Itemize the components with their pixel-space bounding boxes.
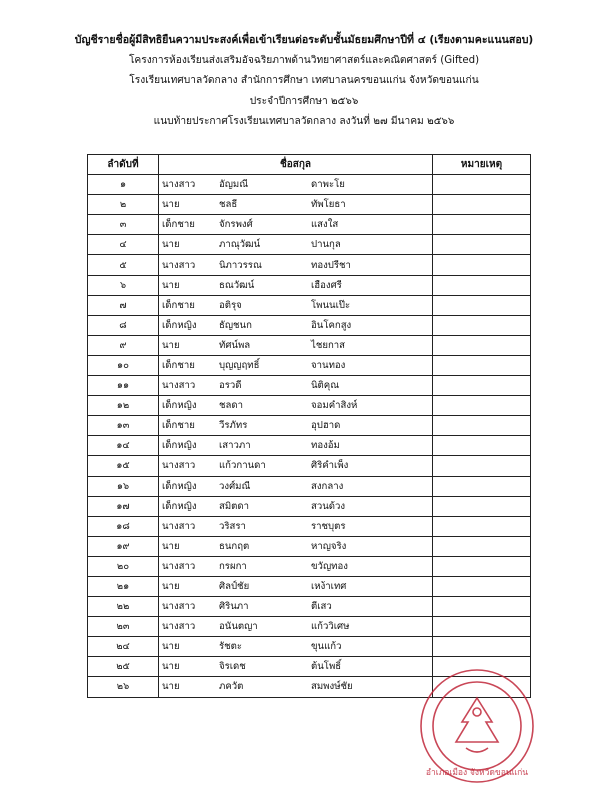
first-name: ธนกฤต bbox=[219, 540, 250, 552]
student-name-cell bbox=[159, 215, 433, 235]
student-name-cell bbox=[159, 436, 433, 456]
name-prefix: เด็กชาย bbox=[162, 359, 195, 371]
row-number: ๑๕ bbox=[88, 456, 159, 476]
first-name: ศิรินภา bbox=[219, 601, 249, 613]
last-name: นิติคุณ bbox=[311, 380, 340, 392]
table-row bbox=[88, 255, 531, 275]
student-name-cell bbox=[159, 576, 433, 596]
name-prefix: นาย bbox=[162, 661, 180, 673]
row-number: ๑๑ bbox=[88, 376, 159, 396]
student-name-cell bbox=[159, 657, 433, 677]
remark-cell bbox=[433, 436, 531, 456]
name-prefix: นางสาว bbox=[162, 520, 196, 532]
last-name: ไชยกาส bbox=[311, 339, 346, 351]
row-number: ๗ bbox=[88, 295, 159, 315]
row-number: ๑๔ bbox=[88, 436, 159, 456]
row-number: ๑๒ bbox=[88, 396, 159, 416]
name-prefix: นาย bbox=[162, 581, 180, 593]
student-name-cell bbox=[159, 175, 433, 195]
student-name-cell bbox=[159, 637, 433, 657]
name-prefix: เด็กหญิง bbox=[162, 440, 197, 452]
table-row bbox=[88, 456, 531, 476]
student-name-cell bbox=[159, 536, 433, 556]
remark-cell bbox=[433, 597, 531, 617]
first-name: ชลดา bbox=[219, 400, 244, 412]
student-name-cell bbox=[159, 275, 433, 295]
first-name: อนันตญา bbox=[219, 621, 258, 633]
first-name: วงศ์มณี bbox=[219, 480, 251, 492]
remark-cell bbox=[433, 376, 531, 396]
header-name: ชื่อสกุล bbox=[159, 155, 433, 175]
row-number: ๖ bbox=[88, 275, 159, 295]
student-name-cell bbox=[159, 476, 433, 496]
remark-cell bbox=[433, 476, 531, 496]
row-number: ๒๐ bbox=[88, 556, 159, 576]
student-name-cell bbox=[159, 235, 433, 255]
first-name: อรวดี bbox=[219, 380, 242, 392]
row-number: ๒ bbox=[88, 195, 159, 215]
last-name: เฮืองศรี bbox=[311, 279, 342, 291]
first-name: ภควัต bbox=[219, 681, 244, 693]
row-number: ๙ bbox=[88, 335, 159, 355]
remark-cell bbox=[433, 416, 531, 436]
last-name: ดาพะโย bbox=[311, 179, 345, 191]
first-name: สมิตดา bbox=[219, 500, 250, 512]
remark-cell bbox=[433, 315, 531, 335]
header-no: ลำดับที่ bbox=[88, 155, 159, 175]
remark-cell bbox=[433, 275, 531, 295]
remark-cell bbox=[433, 396, 531, 416]
academic-year-line: ประจำปีการศึกษา ๒๕๖๖ bbox=[249, 95, 359, 107]
remark-cell bbox=[433, 195, 531, 215]
table-row bbox=[88, 315, 531, 335]
document-header bbox=[0, 30, 608, 133]
name-prefix: เด็กชาย bbox=[162, 219, 195, 231]
first-name: ทัศน์พล bbox=[219, 339, 251, 351]
last-name: สงกลาง bbox=[311, 480, 344, 492]
name-prefix: นาย bbox=[162, 199, 180, 211]
last-name: ทัพโยธา bbox=[311, 199, 346, 211]
student-name-cell bbox=[159, 396, 433, 416]
last-name: แก้ววิเศษ bbox=[311, 621, 350, 633]
remark-cell bbox=[433, 617, 531, 637]
last-name: สวนด้วง bbox=[311, 500, 346, 512]
last-name: จานทอง bbox=[311, 359, 346, 371]
remark-cell bbox=[433, 335, 531, 355]
student-name-cell bbox=[159, 295, 433, 315]
name-prefix: เด็กหญิง bbox=[162, 480, 197, 492]
remark-cell bbox=[433, 536, 531, 556]
remark-cell bbox=[433, 235, 531, 255]
first-name: บุญญฤทธิ์ bbox=[219, 359, 260, 371]
name-prefix: นาย bbox=[162, 279, 180, 291]
row-number: ๒๔ bbox=[88, 637, 159, 657]
first-name: เสาวภา bbox=[219, 440, 251, 452]
first-name: รัชตะ bbox=[219, 641, 243, 653]
table-row bbox=[88, 275, 531, 295]
table-row bbox=[88, 496, 531, 516]
student-name-cell bbox=[159, 677, 433, 697]
last-name: ปานกุล bbox=[311, 239, 341, 251]
name-prefix: เด็กหญิง bbox=[162, 319, 197, 331]
first-name: ธัญชนก bbox=[219, 319, 252, 331]
name-prefix: เด็กหญิง bbox=[162, 500, 197, 512]
table-header-row bbox=[88, 155, 531, 175]
table-row bbox=[88, 476, 531, 496]
name-prefix: นางสาว bbox=[162, 179, 196, 191]
name-prefix: เด็กชาย bbox=[162, 420, 195, 432]
last-name: แสงใส bbox=[311, 219, 339, 231]
school-line: โรงเรียนเทศบาลวัดกลาง สำนักการศึกษา เทศบาลนครขอนแก่น จังหวัดขอนแก่น bbox=[129, 75, 479, 86]
last-name: ศิริคำเพ็ง bbox=[311, 460, 349, 472]
remark-cell bbox=[433, 637, 531, 657]
student-name-cell bbox=[159, 355, 433, 375]
table-row bbox=[88, 516, 531, 536]
last-name: ทองอ้ม bbox=[311, 440, 340, 452]
student-list-table bbox=[87, 154, 531, 698]
first-name: ธณวัฒน์ bbox=[219, 279, 255, 291]
table-row bbox=[88, 295, 531, 315]
student-name-cell bbox=[159, 496, 433, 516]
row-number: ๑๗ bbox=[88, 496, 159, 516]
name-prefix: นางสาว bbox=[162, 560, 196, 572]
name-prefix: นางสาว bbox=[162, 460, 196, 472]
table-row bbox=[88, 215, 531, 235]
student-name-cell bbox=[159, 255, 433, 275]
name-prefix: นางสาว bbox=[162, 380, 196, 392]
row-number: ๑๓ bbox=[88, 416, 159, 436]
row-number: ๕ bbox=[88, 255, 159, 275]
name-prefix: นาย bbox=[162, 239, 180, 251]
first-name: กรผกา bbox=[219, 560, 247, 572]
announcement-line: แนบท้ายประกาศโรงเรียนเทศบาลวัดกลาง ลงวันที่ ๒๗ มีนาคม ๒๕๖๖ bbox=[153, 116, 455, 127]
name-prefix: นางสาว bbox=[162, 621, 196, 633]
remark-cell bbox=[433, 355, 531, 375]
last-name: ต้นโพธิ์ bbox=[311, 661, 342, 673]
row-number: ๒๖ bbox=[88, 677, 159, 697]
last-name: ตีเสว bbox=[311, 601, 332, 613]
student-name-cell bbox=[159, 617, 433, 637]
table-row bbox=[88, 576, 531, 596]
row-number: ๑๖ bbox=[88, 476, 159, 496]
last-name: จอมคำสิงห์ bbox=[311, 400, 358, 412]
table-row bbox=[88, 175, 531, 195]
remark-cell bbox=[433, 496, 531, 516]
document-title: บัญชีรายชื่อผู้มีสิทธิยืนความประสงค์เพื่อเข้าเรียนต่อระดับชั้นมัธยมศึกษาปีที่ ๔ (เรียงตามคะแนนสอบ) bbox=[74, 34, 534, 46]
last-name: อุปฮาด bbox=[311, 420, 341, 432]
row-number: ๒๓ bbox=[88, 617, 159, 637]
last-name: ราชบุตร bbox=[311, 520, 346, 532]
table-row bbox=[88, 376, 531, 396]
table-row bbox=[88, 396, 531, 416]
student-name-cell bbox=[159, 597, 433, 617]
name-prefix: เด็กชาย bbox=[162, 299, 195, 311]
remark-cell bbox=[433, 215, 531, 235]
last-name: เหง้าเทศ bbox=[311, 581, 347, 593]
remark-cell bbox=[433, 255, 531, 275]
student-name-cell bbox=[159, 416, 433, 436]
table-row bbox=[88, 335, 531, 355]
table-row bbox=[88, 597, 531, 617]
remark-cell bbox=[433, 175, 531, 195]
student-name-cell bbox=[159, 516, 433, 536]
row-number: ๑๙ bbox=[88, 536, 159, 556]
row-number: ๘ bbox=[88, 315, 159, 335]
table-row bbox=[88, 617, 531, 637]
last-name: หาญจริง bbox=[311, 540, 347, 552]
name-prefix: เด็กหญิง bbox=[162, 400, 197, 412]
student-name-cell bbox=[159, 335, 433, 355]
last-name: ขุนแก้ว bbox=[311, 641, 342, 653]
first-name: นิภาวรรณ bbox=[219, 259, 262, 271]
first-name: อัญมณี bbox=[219, 179, 249, 191]
remark-cell bbox=[433, 516, 531, 536]
remark-cell bbox=[433, 556, 531, 576]
row-number: ๓ bbox=[88, 215, 159, 235]
student-name-cell bbox=[159, 195, 433, 215]
name-prefix: นาย bbox=[162, 641, 180, 653]
row-number: ๑๘ bbox=[88, 516, 159, 536]
student-name-cell bbox=[159, 376, 433, 396]
table-row bbox=[88, 195, 531, 215]
last-name: ขวัญทอง bbox=[311, 560, 348, 572]
last-name: ทองปรีชา bbox=[311, 259, 351, 271]
row-number: ๑๐ bbox=[88, 355, 159, 375]
first-name: วีรภัทร bbox=[219, 420, 248, 432]
row-number: ๑ bbox=[88, 175, 159, 195]
last-name: สมพงษ์ชัย bbox=[311, 681, 353, 693]
header-remark: หมายเหตุ bbox=[433, 155, 531, 175]
last-name: อินโคกสูง bbox=[311, 319, 352, 331]
table-row bbox=[88, 637, 531, 657]
first-name: จักรพงศ์ bbox=[219, 219, 253, 231]
first-name: ภาณุวัฒน์ bbox=[219, 239, 261, 251]
table-row bbox=[88, 355, 531, 375]
first-name: ศิลป์ชัย bbox=[219, 581, 250, 593]
name-prefix: นาย bbox=[162, 540, 180, 552]
row-number: ๒๕ bbox=[88, 657, 159, 677]
first-name: จิรเดช bbox=[219, 661, 246, 673]
project-line: โครงการห้องเรียนส่งเสริมอัจฉริยภาพด้านวิทยาศาสตร์และคณิตศาสตร์ (Gifted) bbox=[128, 54, 480, 66]
row-number: ๒๒ bbox=[88, 597, 159, 617]
table-row bbox=[88, 556, 531, 576]
school-seal-stamp bbox=[418, 664, 536, 788]
last-name: โพนนเป๊ะ bbox=[311, 299, 351, 311]
table-row bbox=[88, 235, 531, 255]
student-name-cell bbox=[159, 456, 433, 476]
student-name-cell bbox=[159, 556, 433, 576]
row-number: ๒๑ bbox=[88, 576, 159, 596]
student-name-cell bbox=[159, 315, 433, 335]
table-row bbox=[88, 416, 531, 436]
name-prefix: นาย bbox=[162, 681, 180, 693]
name-prefix: นาย bbox=[162, 339, 180, 351]
seal-text: อำเภอเมือง จังหวัดขอนแก่น bbox=[425, 768, 529, 778]
name-prefix: นางสาว bbox=[162, 601, 196, 613]
first-name: ชลธี bbox=[219, 199, 238, 211]
first-name: วริสรา bbox=[219, 520, 246, 532]
name-prefix: นางสาว bbox=[162, 259, 196, 271]
remark-cell bbox=[433, 295, 531, 315]
row-number: ๔ bbox=[88, 235, 159, 255]
first-name: แก้วกานดา bbox=[219, 460, 266, 472]
table-row bbox=[88, 536, 531, 556]
remark-cell bbox=[433, 456, 531, 476]
first-name: อติรุจ bbox=[219, 299, 242, 311]
remark-cell bbox=[433, 576, 531, 596]
table-row bbox=[88, 436, 531, 456]
